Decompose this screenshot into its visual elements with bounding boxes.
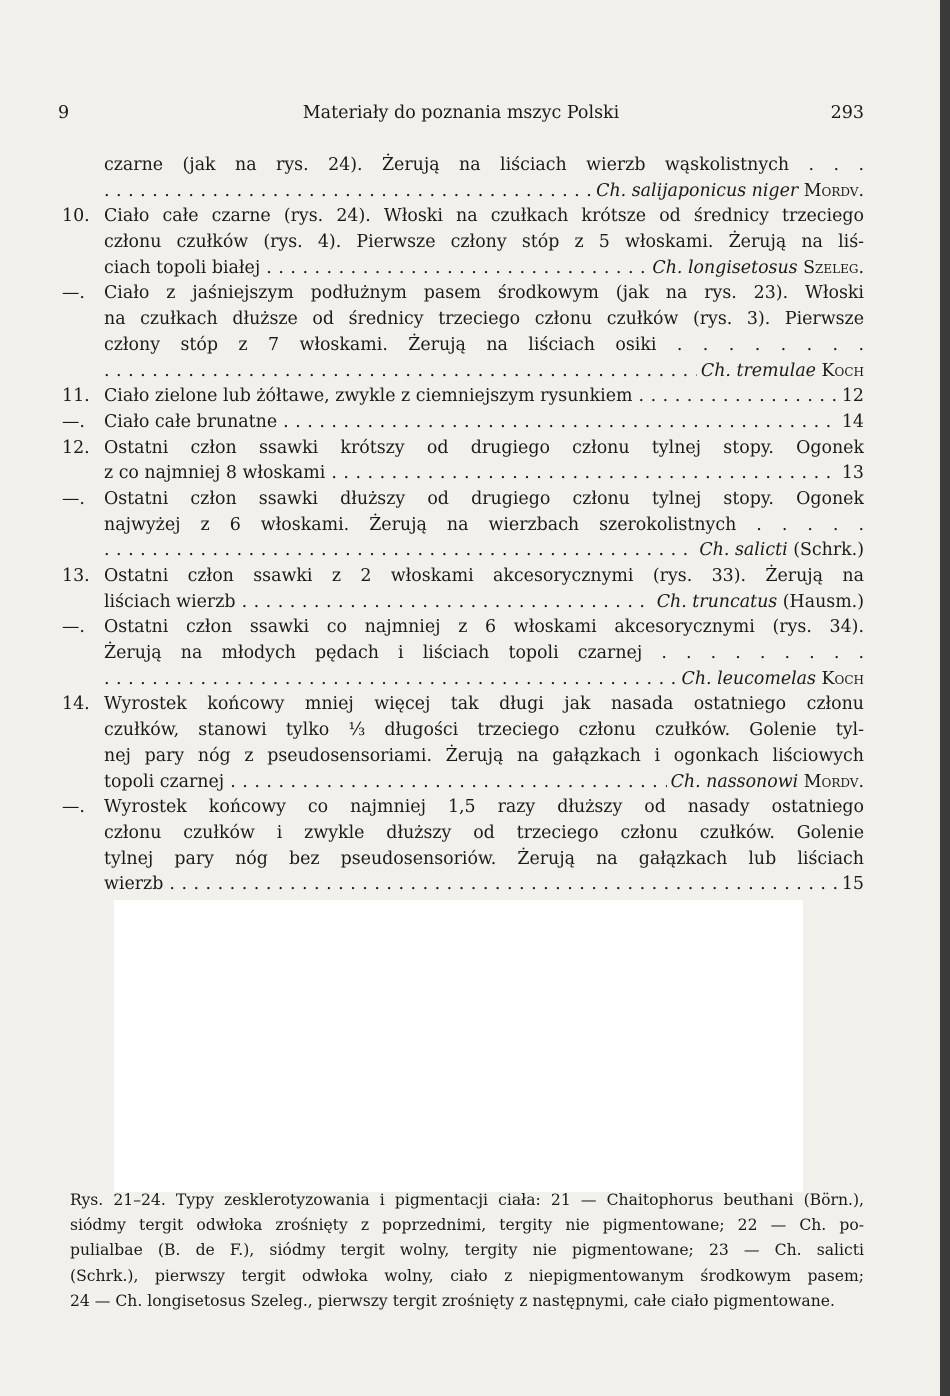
species-name: Ch. truncatus (656, 591, 778, 612)
key-line: czułków, stanowi tylko ⅓ długości trzeciego członu czułków. Golenie tyl- (104, 720, 864, 741)
key-line (62, 179, 864, 205)
key-entry-13-alt: —. Ostatni człon ssawki co najmniej z 6 włoskami akcesorycznymi (rys. 34). (62, 617, 864, 638)
species-name: Ch. leucomelas (681, 668, 816, 689)
key-entry-14-alt: —. Wyrostek końcowy co najmniej 1,5 razy dłuższy od nasady ostatniego (62, 797, 864, 818)
key-line: czarne (jak na rys. 24). Żerują na liściach wierzb wąskolistnych . . . (104, 155, 864, 175)
key-line: liściach wierzb . . . Ch. truncatus (Hausm.) (62, 590, 864, 616)
key-entry-14: 14. Wyrostek końcowy mniej więcej tak długi jak nasada ostatniego członu (62, 694, 864, 715)
key-entry-10: 10. Ciało całe czarne (rys. 24). Włoski na czułkach krótsze od średnicy trzeciego (62, 206, 864, 227)
key-line: z co najmniej 8 włoskami . . . 13 (62, 461, 864, 487)
caption-line: (Schrk.), pierwszy tergit odwłoka wolny, ciało z niepigmentowanym środkowym pasem; (70, 1266, 864, 1285)
species-name: Ch. longisetosus (652, 257, 798, 278)
key-entry-11: 11. Ciało zielone lub żółtawe, zwykle z ciemniejszym rysunkiem . . . 12 (62, 384, 864, 410)
page-edge-shadow (940, 0, 950, 1396)
key-entry-12-alt: —. Ostatni człon ssawki dłuższy od drugiego członu tylnej stopy. Ogonek (62, 488, 864, 509)
key-line: najwyżej z 6 włoskami. Żerują na wierzbach szerokolistnych . . . . . (104, 514, 864, 535)
key-line (62, 667, 864, 693)
running-title: Materiały do poznania mszyc Polski (302, 103, 620, 123)
key-reference: 12 (841, 386, 864, 407)
key-line: członu czułków i zwykle dłuższy od trzeciego członu czułków. Golenie (104, 822, 864, 843)
key-entry-12: 12. Ostatni człon ssawki krótszy od drugiego członu tylnej stopy. Ogonek (62, 437, 864, 458)
key-line: topoli czarnej . . . Ch. nassonowi Mordv. (62, 770, 864, 796)
species-name: Ch. salijaponicus niger (596, 180, 799, 201)
species-name: Ch. salicti (699, 540, 788, 561)
species-author: (Hausm.) (782, 591, 864, 612)
key-line: tylnej pary nóg bez pseudosensoriów. Żerują na gałązkach lub liściach (104, 848, 864, 869)
species-author: Mordv. (803, 180, 864, 201)
key-entry-11-alt: —. Ciało całe brunatne . . . 14 (62, 410, 864, 436)
key-reference: 14 (841, 411, 864, 432)
species-author: Koch (821, 360, 864, 381)
page-number: 293 (830, 103, 864, 123)
caption-line: siódmy tergit odwłoka zrośnięty z poprzednimi, tergity nie pigmentowane; 22 — Ch. po- (70, 1216, 864, 1235)
running-header (58, 103, 864, 127)
key-reference: 15 (841, 874, 864, 895)
key-line (62, 359, 864, 385)
species-name: Ch. tremulae (700, 360, 816, 381)
key-line: na czułkach dłuższe od średnicy trzeciego członu czułków (rys. 3). Pierwsze (104, 309, 864, 330)
caption-line: 24 — Ch. longisetosus Szeleg., pierwszy tergit zrośnięty z następnymi, całe ciało pigmentowane. (70, 1291, 835, 1310)
figure-caption (70, 1188, 864, 1314)
species-author: Koch (821, 668, 864, 689)
key-line: członu czułków (rys. 4). Pierwsze człony stóp z 5 włoskami. Żerują na liś- (104, 232, 864, 253)
key-line (62, 538, 864, 564)
caption-line: pulialbae (B. de F.), siódmy tergit wolny, tergity nie pigmentowane; 23 — Ch. salicti (70, 1241, 864, 1260)
key-reference: 13 (841, 463, 864, 484)
key-line: człony stóp z 7 włoskami. Żerują na liściach osiki . . . . . . . . (104, 334, 864, 355)
species-author: Szeleg. (803, 257, 864, 278)
key-line: wierzb . . . 15 (62, 872, 864, 898)
key-line: nej pary nóg z pseudosensoriami. Żerują na gałązkach i ogonkach liściowych (104, 745, 864, 766)
identification-key (62, 153, 864, 898)
species-name: Ch. nassonowi (670, 771, 799, 792)
key-entry-10-alt: —. Ciało z jaśniejszym podłużnym pasem środkowym (jak na rys. 23). Włoski (62, 283, 864, 304)
key-entry-13: 13. Ostatni człon ssawki z 2 włoskami akcesorycznymi (rys. 33). Żerują na (62, 566, 864, 586)
figure-placeholder (114, 900, 803, 1192)
key-line: ciach topoli białej . . . Ch. longisetosus Szeleg. (62, 256, 864, 282)
caption-line: Rys. 21–24. Typy zesklerotyzowania i pigmentacji ciała: 21 — Chaitophorus beuthani (Börn.), (70, 1191, 864, 1209)
key-line: Żerują na młodych pędach i liściach topoli czarnej . . . . . . . . . (104, 643, 864, 664)
species-author: Mordv. (803, 771, 864, 792)
species-author: (Schrk.) (793, 540, 864, 561)
page-section-number: 9 (58, 103, 70, 123)
